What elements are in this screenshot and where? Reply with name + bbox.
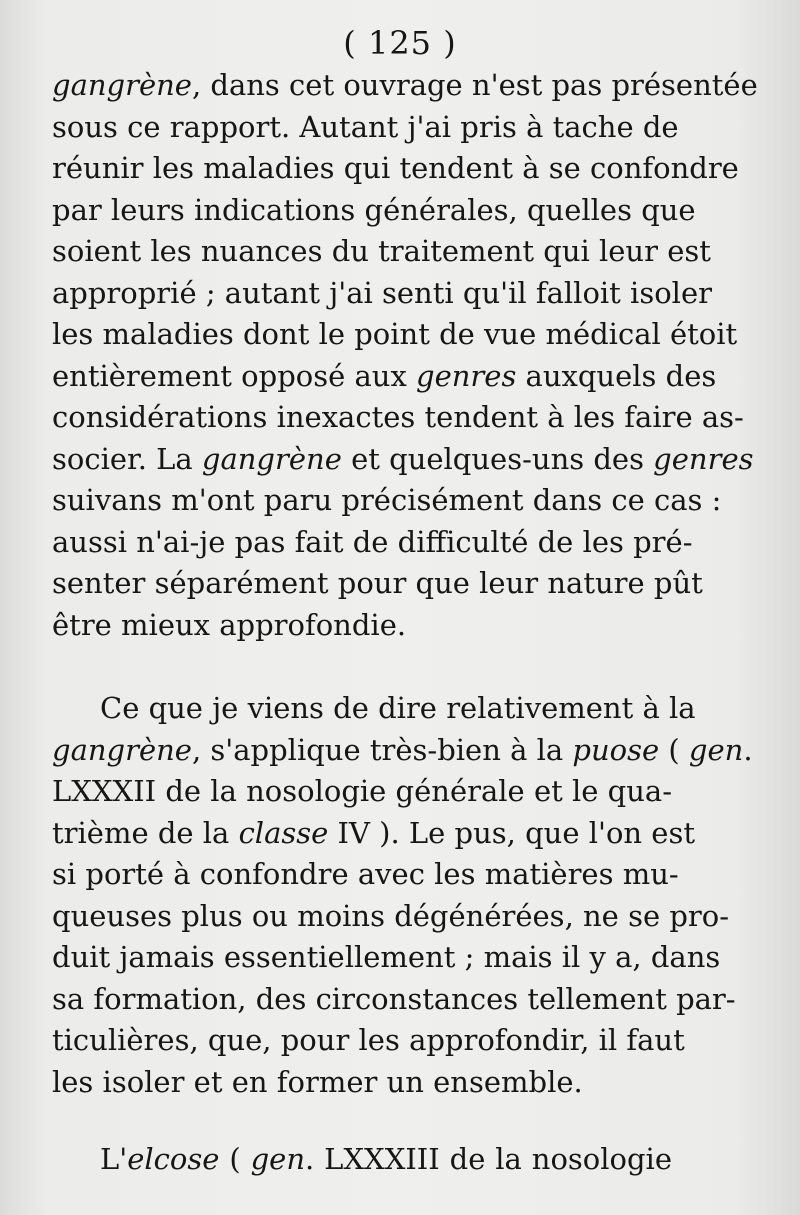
text-line: trième de la classe IV ). Le pus, que l'on est [52, 815, 696, 850]
text-line: considérations inexactes tendent à les faire as- [52, 400, 744, 434]
paragraph-2 [52, 688, 753, 1103]
text-line: gangrène, s'applique très-bien à la puose ( gen. [52, 732, 753, 767]
text-line: les isoler et en former un ensemble. [52, 1064, 583, 1099]
paragraph-3 [52, 1139, 672, 1181]
text-line: sous ce rapport. Autant j'ai pris à tache de [52, 109, 679, 144]
text-line: Ce que je viens de dire relativement à la [100, 691, 696, 725]
text-line: si porté à confondre avec les matières mu- [52, 857, 679, 891]
text-line: réunir les maladies qui tendent à se confondre [52, 151, 739, 185]
text-line: socier. La gangrène et quelques-uns des genres [52, 441, 754, 476]
text-line: queuses plus ou moins dégénérées, ne se pro- [52, 898, 730, 933]
text-line: gangrène, dans cet ouvrage n'est pas présentée [52, 68, 758, 102]
text-line: aussi n'ai-je pas fait de difficulté de les pré- [52, 524, 693, 559]
page-number: ( 125 ) [343, 24, 457, 62]
text-line: duit jamais essentiellement ; mais il y a, dans [52, 940, 721, 974]
text-line: entièrement opposé aux genres auxquels des [52, 358, 717, 393]
text-line: approprié ; autant j'ai senti qu'il falloit isoler [52, 275, 712, 310]
paragraph-1 [52, 65, 758, 646]
paragraph-spacer [52, 646, 672, 688]
text-line: LXXXII de la nosologie générale et le qua- [52, 774, 672, 808]
text-line: par leurs indications générales, quelles que [52, 192, 696, 227]
text-line: les maladies dont le point de vue médical étoit [52, 317, 738, 351]
paragraph-spacer [52, 1103, 672, 1139]
text-line: senter séparément pour que leur nature pût [52, 566, 703, 600]
text-line: être mieux approfondie. [52, 607, 407, 642]
text-line: L'elcose ( gen. LXXXIII de la nosologie [100, 1142, 672, 1176]
text-line: sa formation, des circonstances tellement par- [52, 981, 736, 1016]
text-line: soient les nuances du traitement qui leur est [52, 234, 711, 268]
body-text [52, 65, 758, 1181]
text-line: ticulières, que, pour les approfondir, il faut [52, 1023, 685, 1057]
text-line: suivans m'ont paru précisément dans ce cas : [52, 483, 722, 517]
